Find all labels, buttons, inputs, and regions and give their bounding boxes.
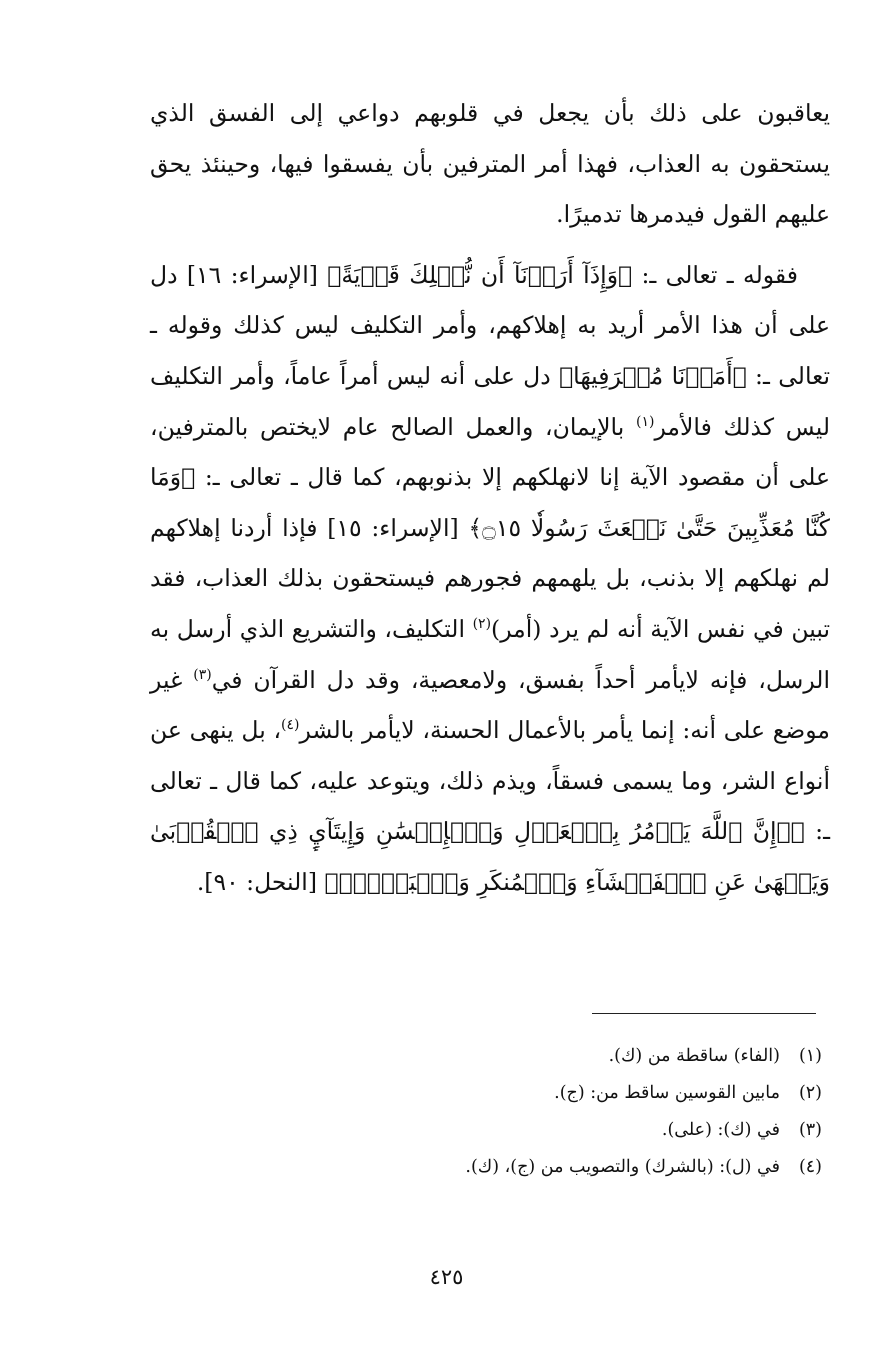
quran-verse: ﴿۞إِنَّ ٱللَّهَ يَأۡمُرُ بِٱلۡعَدۡلِ وَٱلۡإِحۡسَٰنِ وَإِيتَآيِٕ ذِي ٱلۡقُرۡبَىٰ وَيَنۡهَىٰ عَنِ ٱلۡفَحۡشَآءِ وَٱلۡمُنكَرِ وَٱلۡبَغۡيِۚ﴾ bbox=[150, 817, 830, 896]
footnote-number: (٤) bbox=[798, 1157, 822, 1177]
text-segment: ، بل ينهى عن أنواع الشر، وما يسمى فسقاً، ويذم ذلك، ويتوعد عليه، كما قال ـ تعالى ـ: bbox=[150, 716, 830, 846]
main-text bbox=[150, 88, 830, 908]
footnote-number: (٣) bbox=[798, 1120, 822, 1140]
footnote-ref: (٤) bbox=[281, 717, 300, 734]
text-segment: فقوله ـ تعالى ـ: bbox=[632, 260, 798, 289]
paragraph-2 bbox=[150, 250, 830, 908]
text-segment: دل على أنه ليس أمراً عاماً، وأمر التكليف ليس كذلك فالأمر bbox=[150, 361, 830, 441]
page-number: ٤٢٥ bbox=[429, 1265, 464, 1289]
text-segment: غير موضع على أنه: إنما يأمر بالأعمال الحسنة، لايأمر بالشر bbox=[150, 665, 830, 745]
footnote-ref: (٢) bbox=[472, 616, 492, 633]
footnote-number: (١) bbox=[798, 1046, 822, 1066]
footnotes bbox=[300, 1038, 822, 1186]
text-segment: بالإيمان، والعمل الصالح عام لايختص بالمترفين، على أن مقصود الآية إنا لانهلكهم إلا بذنوبهم، كما قال ـ تعالى ـ: bbox=[150, 412, 830, 492]
footnote-ref: (٣) bbox=[193, 666, 212, 683]
paragraph-1: يعاقبون على ذلك بأن يجعل في قلوبهم دواعي إلى الفسق الذي يستحقون به العذاب، فهذا أمر المترفين بأن يفسقوا فيها، وحينئذ يحق عليهم القول فيدمرها تدميرًا. bbox=[150, 99, 830, 229]
footnote-2 bbox=[300, 1075, 822, 1112]
text-segment: [الإسراء: ١٥] فإذا أردنا إهلاكهم لم نهلكهم إلا بذنب، بل يلهمهم فجورهم فيستحقون بذلك العذاب، فقد تبين في نفس الآية أنه لم يرد (أمر) bbox=[150, 513, 831, 643]
footnote-number: (٢) bbox=[798, 1083, 822, 1103]
footnote-text: (الفاء) ساقطة من (ك). bbox=[608, 1046, 780, 1066]
footnote-4 bbox=[300, 1149, 822, 1186]
footnote-1 bbox=[300, 1038, 822, 1075]
quran-verse: ﴿وَمَا كُنَّا مُعَذِّبِينَ حَتَّىٰ نَبۡعَثَ رَسُولٗا ۝١٥﴾ bbox=[150, 463, 830, 542]
text-segment: [الإسراء: ١٦] دل على أن هذا الأمر أريد به إهلاكهم، وأمر التكليف ليس كذلك وقوله ـ تعالى ـ: bbox=[150, 260, 830, 390]
text-segment: [النحل: ٩٠]. bbox=[196, 867, 325, 896]
footnote-ref: (١) bbox=[636, 413, 655, 430]
footnote-text: في (ك): (على). bbox=[661, 1120, 780, 1140]
quran-verse: ﴿وَإِذَآ أَرَدۡنَآ أَن نُّهۡلِكَ قَرۡيَةً﴾ bbox=[327, 260, 633, 289]
text-segment: التكليف، والتشريع الذي أرسل به الرسل، فإنه لايأمر أحداً بفسق، ولامعصية، وقد دل القرآن في bbox=[150, 614, 830, 694]
footnote-3 bbox=[300, 1112, 822, 1149]
quran-verse: ﴿أَمَرۡنَا مُتۡرَفِيهَا﴾ bbox=[559, 361, 747, 390]
footnote-text: مابين القوسين ساقط من: (ج). bbox=[554, 1083, 780, 1103]
footnote-text: في (ل): (بالشرك) والتصويب من (ج)، (ك). bbox=[465, 1157, 780, 1177]
footnote-divider bbox=[592, 1013, 816, 1014]
